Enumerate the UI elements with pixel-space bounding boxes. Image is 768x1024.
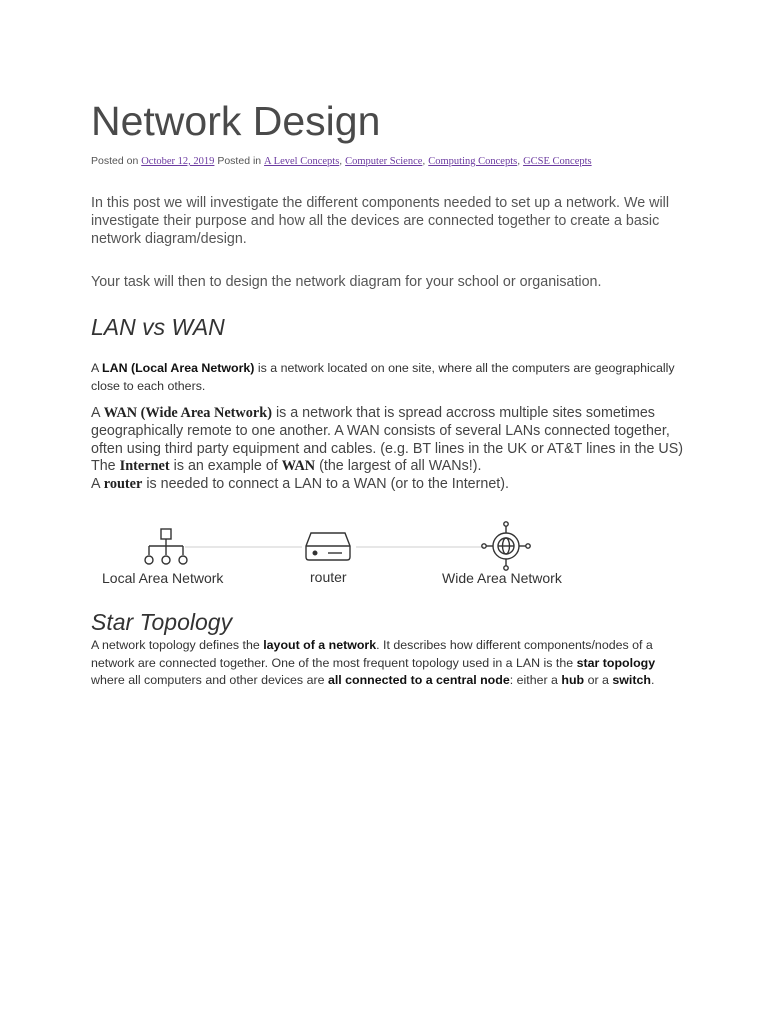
page-title: Network Design <box>91 98 381 144</box>
lan-diagram-label: Local Area Network <box>102 570 224 586</box>
wan-paragraph <box>91 405 691 494</box>
star-text: : either a <box>509 673 558 687</box>
lan-term: LAN (Local Area Network) <box>102 361 255 375</box>
post-meta <box>91 155 592 167</box>
category-link-computing-concepts[interactable]: Computing Concepts <box>428 156 518 167</box>
star-text: . <box>650 673 655 687</box>
lan-prefix: A <box>91 361 99 375</box>
star-text: A network topology defines the <box>91 638 260 652</box>
wan-rest: is a network that is spread accross multiple sites sometimes geographically remote to one another. A WAN consists of several LANs connected together, often using third party equipment and cables. (e.g. BT lines in the UK or AT&T lines in the US) <box>91 405 684 457</box>
task-paragraph: Your task will then to design the network diagram for your school or organisation. <box>91 274 602 290</box>
wan-prefix: A <box>91 405 100 421</box>
posted-on-label: Posted on <box>91 155 139 167</box>
category-separator: , <box>339 155 343 167</box>
category-link-computer-science[interactable]: Computer Science <box>345 156 423 167</box>
star-bold: star topology <box>576 655 656 670</box>
router-prefix: A <box>91 476 100 493</box>
star-bold: switch <box>612 673 651 687</box>
category-separator: , <box>517 155 521 167</box>
star-bold: all connected to a central node <box>327 673 510 687</box>
star-text: . It describes how different components/nodes of a network are connected together. One of the most frequent topology used in a LAN is the <box>91 638 653 670</box>
router-term: router <box>103 476 143 493</box>
router-diagram-label: router <box>310 569 347 585</box>
globe-network-icon <box>482 522 530 570</box>
internet-prefix: The <box>91 458 116 475</box>
star-bold: hub <box>561 673 585 687</box>
lan-rest: is a network located on one site, where all the computers are geographically close to each others. <box>91 361 675 393</box>
internet-wan-term: WAN <box>281 458 316 475</box>
star-text: or a <box>587 673 609 687</box>
post-date-link[interactable]: October 12, 2019 <box>141 156 215 167</box>
wan-term: WAN (Wide Area Network) <box>103 405 272 421</box>
star-topology-paragraph <box>91 637 691 690</box>
lan-paragraph <box>91 359 691 395</box>
lan-hierarchy-icon <box>145 529 187 564</box>
category-link-gcse[interactable]: GCSE Concepts <box>523 156 592 167</box>
posted-in-label: Posted in <box>217 155 262 167</box>
star-topology-heading: Star Topology <box>91 609 233 635</box>
internet-mid: is an example of <box>173 458 278 475</box>
internet-rest: (the largest of all WANs!). <box>319 458 482 475</box>
lan-vs-wan-heading: LAN vs WAN <box>91 314 225 340</box>
category-link-a-level[interactable]: A Level Concepts <box>264 156 340 167</box>
intro-paragraph: In this post we will investigate the different components needed to set up a network. We will investigate their purpose and how all the devices are connected together to create a basic network diagram/design. <box>91 195 670 247</box>
internet-term: Internet <box>119 458 170 475</box>
star-text: where all computers and other devices are <box>91 673 325 687</box>
category-separator: , <box>422 155 426 167</box>
router-rest: is needed to connect a LAN to a WAN (or to the Internet). <box>146 476 510 493</box>
star-bold: layout of a network <box>263 638 377 652</box>
wan-diagram-label: Wide Area Network <box>442 570 562 586</box>
router-icon <box>306 533 350 560</box>
